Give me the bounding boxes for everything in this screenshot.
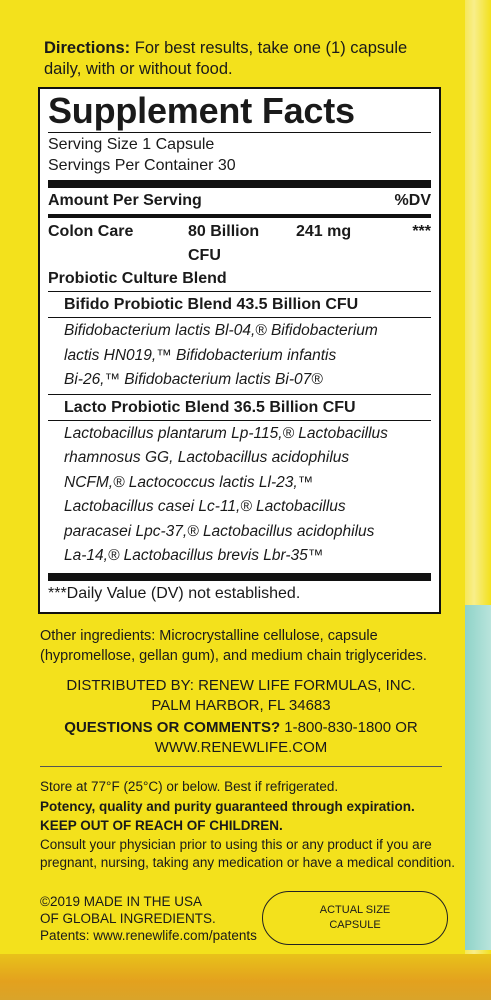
strain-line: Lactobacillus casei Lc-11,® Lactobacillus xyxy=(64,498,346,515)
servings-per-container: Servings Per Container 30 xyxy=(48,157,236,174)
strain-line: NCFM,® Lactococcus lactis Ll-23,™ xyxy=(64,473,314,491)
directions xyxy=(44,38,424,80)
divider xyxy=(48,291,431,292)
blend-row xyxy=(48,220,431,268)
amount-per-serving-label: Amount Per Serving xyxy=(48,192,202,209)
storage-info: Store at 77°F (25°C) or below. Best if refrigerated. xyxy=(40,779,339,794)
bifido-title: Bifido Probiotic Blend 43.5 Billion CFU xyxy=(64,296,359,313)
divider xyxy=(48,394,431,395)
divider-thick xyxy=(48,573,431,581)
keep-out-of-reach: KEEP OUT OF REACH OF CHILDREN. xyxy=(40,818,283,833)
divider xyxy=(48,317,431,318)
amount-per-serving-header xyxy=(48,190,431,212)
serving-size: Serving Size 1 Capsule xyxy=(48,136,215,153)
potency-warning xyxy=(40,797,460,835)
box-bottom-edge xyxy=(0,954,491,1000)
capsule-label: ACTUAL SIZE xyxy=(319,904,391,916)
blend-cfu: 80 Billion CFU xyxy=(188,223,260,264)
divider xyxy=(48,132,431,133)
other-ingredients: Other ingredients: Microcrystalline cellulose, capsule (hypromellose, gellan gum), and medium chain triglycerides. xyxy=(40,628,427,664)
potency-line: Potency, quality and purity guaranteed through expiration. xyxy=(40,799,415,814)
lacto-strains xyxy=(48,422,431,569)
section-divider xyxy=(40,766,442,767)
box-edge-teal-band xyxy=(465,605,491,950)
facts-title: Supplement Facts xyxy=(48,90,355,131)
strain-line: lactis HN019,™ Bifidobacterium infantis xyxy=(64,346,337,364)
blend-dv: *** xyxy=(412,223,431,240)
patents: Patents: www.renewlife.com/patents xyxy=(40,928,257,943)
dv-footnote: ***Daily Value (DV) not established. xyxy=(48,584,301,602)
directions-text: For best results, take one (1) capsule daily, with or without food. xyxy=(44,39,408,78)
lacto-blend xyxy=(48,396,431,419)
blend-name: Colon Care xyxy=(48,223,134,240)
distributor-address: PALM HARBOR, FL 34683 xyxy=(151,697,331,714)
strain-line: paracasei Lpc-37,® Lactobacillus acidophilus xyxy=(64,522,375,540)
directions-label: Directions: xyxy=(44,39,131,57)
made-in xyxy=(40,893,270,927)
strain-line: Lactobacillus plantarum Lp-115,® Lactobacillus xyxy=(64,424,388,442)
divider xyxy=(48,420,431,421)
strain-line: Bifidobacterium lactis Bl-04,® Bifidobacterium xyxy=(64,322,378,339)
capsule-label: CAPSULE xyxy=(329,919,381,931)
supplement-facts-panel xyxy=(38,87,441,614)
bifido-strains xyxy=(48,319,431,393)
questions-label: QUESTIONS OR COMMENTS? xyxy=(64,719,281,736)
made-in-line: OF GLOBAL INGREDIENTS. xyxy=(40,911,216,926)
divider-medium xyxy=(48,214,431,218)
divider-thick xyxy=(48,180,431,188)
blend-name-line2: Probiotic Culture Blend xyxy=(48,270,227,287)
made-in-line: ©2019 MADE IN THE USA xyxy=(40,894,202,909)
distributor xyxy=(40,676,442,716)
questions-contact xyxy=(40,718,442,758)
dv-header: %DV xyxy=(394,192,431,209)
phone-number: 1-800-830-1800 OR xyxy=(284,719,418,736)
blend-mg: 241 mg xyxy=(296,223,352,240)
website: WWW.RENEWLIFE.COM xyxy=(154,739,328,756)
bifido-blend xyxy=(48,293,431,316)
distributor-line: DISTRIBUTED BY: RENEW LIFE FORMULAS, INC. xyxy=(66,677,416,694)
consult-warning: Consult your physician prior to using this or any product if you are pregnant, nursing, taking any medication or have a medical condition. xyxy=(40,837,455,870)
strain-line: rhamnosus GG, Lactobacillus acidophilus xyxy=(64,449,350,466)
strain-line: Bi-26,™ Bifidobacterium lactis Bi-07® xyxy=(64,371,323,388)
lacto-title: Lacto Probiotic Blend 36.5 Billion CFU xyxy=(64,398,356,416)
strain-line: La-14,® Lactobacillus brevis Lbr-35™ xyxy=(64,547,324,564)
actual-size-capsule xyxy=(262,891,448,945)
